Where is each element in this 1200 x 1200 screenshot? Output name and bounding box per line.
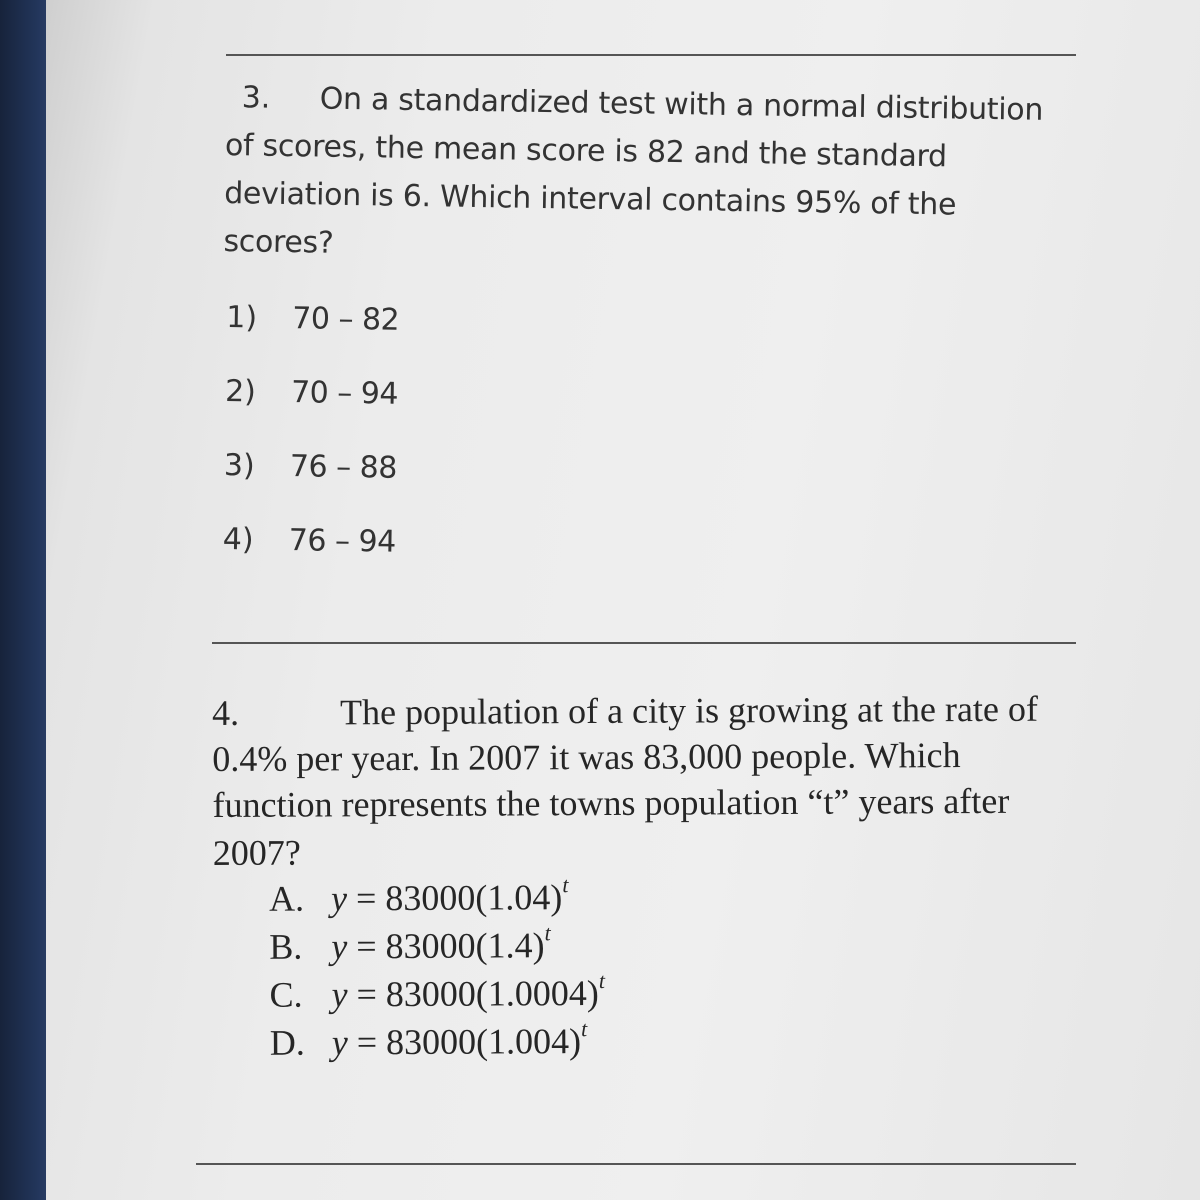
question-4-choice[interactable] bbox=[269, 920, 551, 967]
divider-line bbox=[212, 642, 1076, 644]
choice-exponent: t bbox=[598, 967, 605, 993]
choice-value: 70 – 94 bbox=[290, 375, 399, 412]
divider-line bbox=[196, 1163, 1076, 1165]
choice-expression: = 83000(1.4) bbox=[347, 925, 545, 967]
question-3-number: 3. bbox=[241, 80, 271, 116]
question-4-number: 4. bbox=[212, 692, 240, 733]
choice-number: 2) bbox=[224, 374, 257, 410]
choice-exponent: t bbox=[580, 1016, 588, 1042]
question-3-text-line: of scores, the mean score is 82 and the standard bbox=[224, 127, 948, 175]
choice-variable: y bbox=[330, 878, 348, 919]
choice-value: 76 – 94 bbox=[288, 523, 396, 560]
choice-expression: = 83000(1.04) bbox=[346, 877, 563, 919]
divider-line bbox=[226, 54, 1076, 56]
choice-letter: D. bbox=[269, 1022, 305, 1063]
question-3-text-line: deviation is 6. Which interval contains 95% of the bbox=[223, 175, 957, 223]
choice-expression: = 83000(1.004) bbox=[347, 1021, 582, 1063]
question-4-choice[interactable] bbox=[269, 1016, 588, 1064]
question-3-text-line: On a standardized test with a normal distribution bbox=[319, 81, 1044, 128]
choice-number: 4) bbox=[222, 522, 254, 558]
choice-exponent: t bbox=[562, 872, 569, 898]
choice-expression: = 83000(1.0004) bbox=[347, 972, 599, 1015]
choice-value: 70 – 82 bbox=[291, 301, 400, 338]
question-3-choice[interactable] bbox=[224, 448, 397, 486]
question-4-text-line: The population of a city is growing at the rate of bbox=[340, 688, 1039, 733]
choice-number: 1) bbox=[225, 300, 258, 336]
worksheet-page bbox=[46, 0, 1200, 1200]
question-4-choice[interactable] bbox=[269, 967, 605, 1016]
choice-value: 76 – 88 bbox=[289, 449, 398, 486]
choice-variable: y bbox=[331, 974, 348, 1015]
choice-number: 3) bbox=[223, 448, 256, 484]
background-edge bbox=[0, 0, 52, 1200]
question-4-text-line: 2007? bbox=[212, 832, 301, 873]
question-4-text-line: function represents the towns population “t” years after bbox=[212, 780, 1010, 825]
choice-exponent: t bbox=[544, 920, 551, 946]
choice-variable: y bbox=[331, 926, 348, 967]
choice-variable: y bbox=[331, 1022, 348, 1063]
question-3-choice[interactable] bbox=[223, 522, 396, 560]
choice-letter: A. bbox=[268, 878, 305, 919]
question-4-text-line: 0.4% per year. In 2007 it was 83,000 people. Which bbox=[212, 735, 961, 779]
question-3-text-line: scores? bbox=[223, 223, 334, 261]
question-3-choice[interactable] bbox=[225, 374, 398, 412]
choice-letter: C. bbox=[269, 974, 303, 1015]
question-4-choice[interactable] bbox=[268, 872, 569, 920]
choice-letter: B. bbox=[269, 926, 303, 967]
question-3-choice[interactable] bbox=[226, 300, 399, 338]
